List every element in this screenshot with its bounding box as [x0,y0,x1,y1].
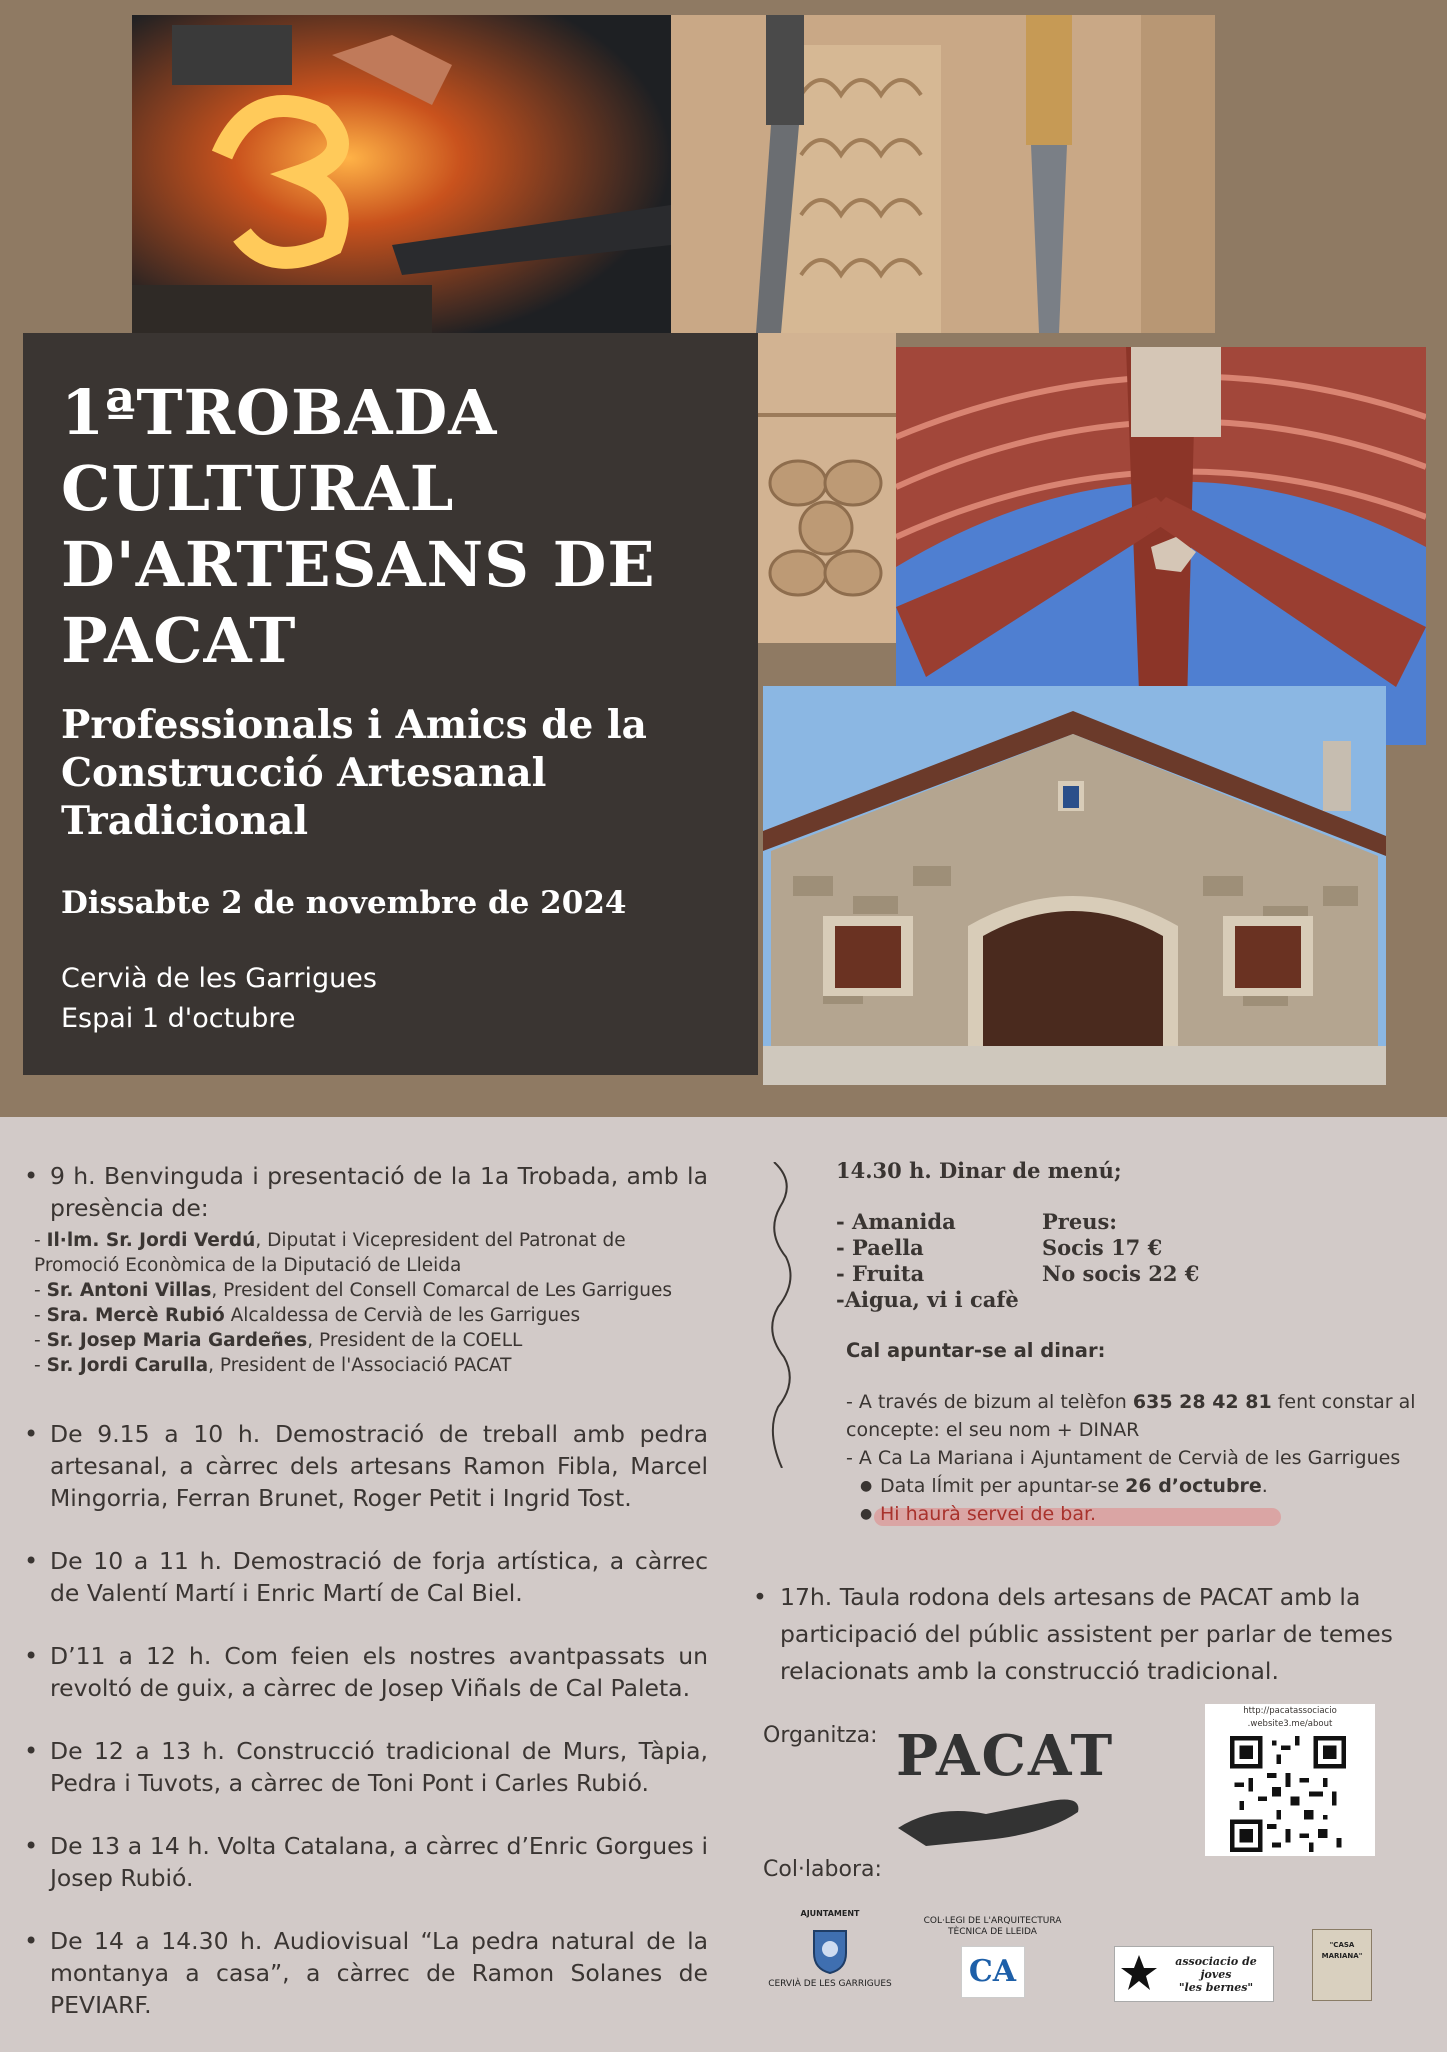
deadline-line: ● Data lÍmit per apuntar-se 26 d’octubre. [846,1472,1416,1500]
event-title: 1ªTROBADA CULTURAL D'ARTESANS DE PACAT [61,376,656,677]
bar-line [846,1500,1416,1528]
wavy-divider [762,1162,802,1468]
lunch-heading: 14.30 h. Dinar de menú; [836,1158,1122,1183]
stone-house-photo [763,686,1386,1085]
sponsor-ajuntament: AJUNTAMENT CERVIÀ DE LES GARRIGUES [768,1909,892,1989]
star-logo-icon [1119,1953,1159,1993]
program-column [24,1160,708,2052]
program-item-welcome [24,1160,708,1224]
guest-item: - Sr. Jordi Carulla, President de l'Associació PACAT [34,1355,512,1376]
guest-list [24,1228,708,1378]
qr-code-block[interactable] [1205,1704,1375,1856]
place-venue: Espai 1 d'octubre [61,1003,296,1034]
organizer-label: Organitza: [763,1723,878,1748]
event-subtitle: Professionals i Amics de la Construcció Artesanal Tradicional [61,702,647,844]
program-item: • De 13 a 14 h. Volta Catalana, a càrrec d’Enric Gorgues i Josep Rubió. [24,1830,708,1894]
bizum-line: - A través de bizum al telèfon 635 28 42 81 fent constar al concepte: el seu nom + DINAR [846,1391,1416,1441]
sponsor-casa-mariana: "CASA MARIANA" [1312,1929,1372,2001]
program-item: • De 12 a 13 h. Construcció tradicional de Murs, Tàpia, Pedra i Tuvots, a càrrec de Toni Pont i Carles Rubió. [24,1735,708,1799]
program-item: • De 10 a 11 h. Demostració de forja artística, a càrrec de Valentí Martí i Enric Martí de Cal Biel. [24,1545,708,1609]
pacat-logo [896,1723,1115,1848]
program-item: • De 9.15 a 10 h. Demostració de treball amb pedra artesanal, a càrrec dels artesans Ramon Fibla, Marcel Mingorria, Ferran Brunet, Roger Petit i Ingrid Tost. [24,1418,708,1514]
qr-code-icon [1230,1736,1346,1852]
program-item: • D’11 a 12 h. Com feien els nostres avantpassats un revoltó de guix, a càrrec de Josep Viñals de Cal Paleta. [24,1640,708,1704]
price-members: Socis 17 € [1042,1235,1163,1260]
hand-icon [896,1784,1084,1848]
event-place [61,959,738,1039]
prices-label: Preus: [1042,1209,1118,1234]
deadline-date: 26 d’octubre [1125,1475,1262,1497]
town-shield-icon [810,1927,850,1975]
menu-item: - Amanida [836,1209,956,1234]
menu-item: - Paella [836,1235,924,1260]
signup-instructions [846,1388,1416,1528]
guest-item: - Sra. Mercè Rubió Alcaldessa de Cervià de les Garrigues [34,1305,581,1326]
pacat-logo-text: PACAT [896,1723,1115,1789]
price-list [1042,1209,1199,1313]
in-person-line: - A Ca La Mariana i Ajuntament de Cervià de les Garrigues [846,1447,1401,1469]
rosette-carving-photo [758,333,896,643]
forge-photo [132,15,671,333]
program-item: • De 14 a 14.30 h. Audiovisual “La pedra natural de la montanya a casa”, a càrrec de Ramon Solanes de PEVIARF. [24,1925,708,2021]
collab-label: Col·labora: [763,1857,882,1882]
bar-notice-highlight: Hi haurà servei de bar. [880,1500,1096,1528]
menu-item: - Fruita [836,1261,925,1286]
sponsor-joves: associacio de joves "les bernes" [1114,1946,1274,2002]
phone-number: 635 28 42 81 [1132,1391,1272,1413]
price-non-members: No socis 22 € [1042,1261,1200,1286]
qr-url-line: .website3.me/about [1247,1719,1333,1729]
lunch-section [836,1158,1416,1528]
col-legi-logo: CA [961,1946,1025,1998]
title-panel [23,333,758,1075]
signup-heading: Cal apuntar-se al dinar: [846,1339,1106,1362]
welcome-text: 9 h. Benvinguda i presentació de la 1a Trobada, amb la presència de: [50,1162,708,1222]
guest-item: - Sr. Josep Maria Gardeñes, President de la COELL [34,1330,523,1351]
guest-item: - Sr. Antoni Villas, President del Consell Comarcal de Les Garrigues [34,1280,672,1301]
qr-url-line: http://pacatassociacio [1243,1706,1337,1716]
menu-item: -Aigua, vi i cafè [836,1287,1019,1312]
roundtable-item: • 17h. Taula rodona dels artesans de PACAT amb la participació del públic assistent per parlar de temes relacionats amb la construcció tradicional. [753,1579,1447,1690]
menu-list [836,1209,1042,1313]
event-date: Dissabte 2 de novembre de 2024 [61,885,627,921]
lunch-menu [836,1209,1416,1313]
wood-carving-photo [671,15,1215,333]
sponsor-col-legi: COL·LEGI DE L'ARQUITECTURA TÈCNICA DE LLEIDA CA [905,1916,1080,1998]
guest-item: - Il·lm. Sr. Jordi Verdú, Diputat i Vicepresident del Patronat de Promoció Econòmica de la Diputació de Lleida [34,1230,626,1276]
place-town: Cervià de les Garrigues [61,963,377,994]
